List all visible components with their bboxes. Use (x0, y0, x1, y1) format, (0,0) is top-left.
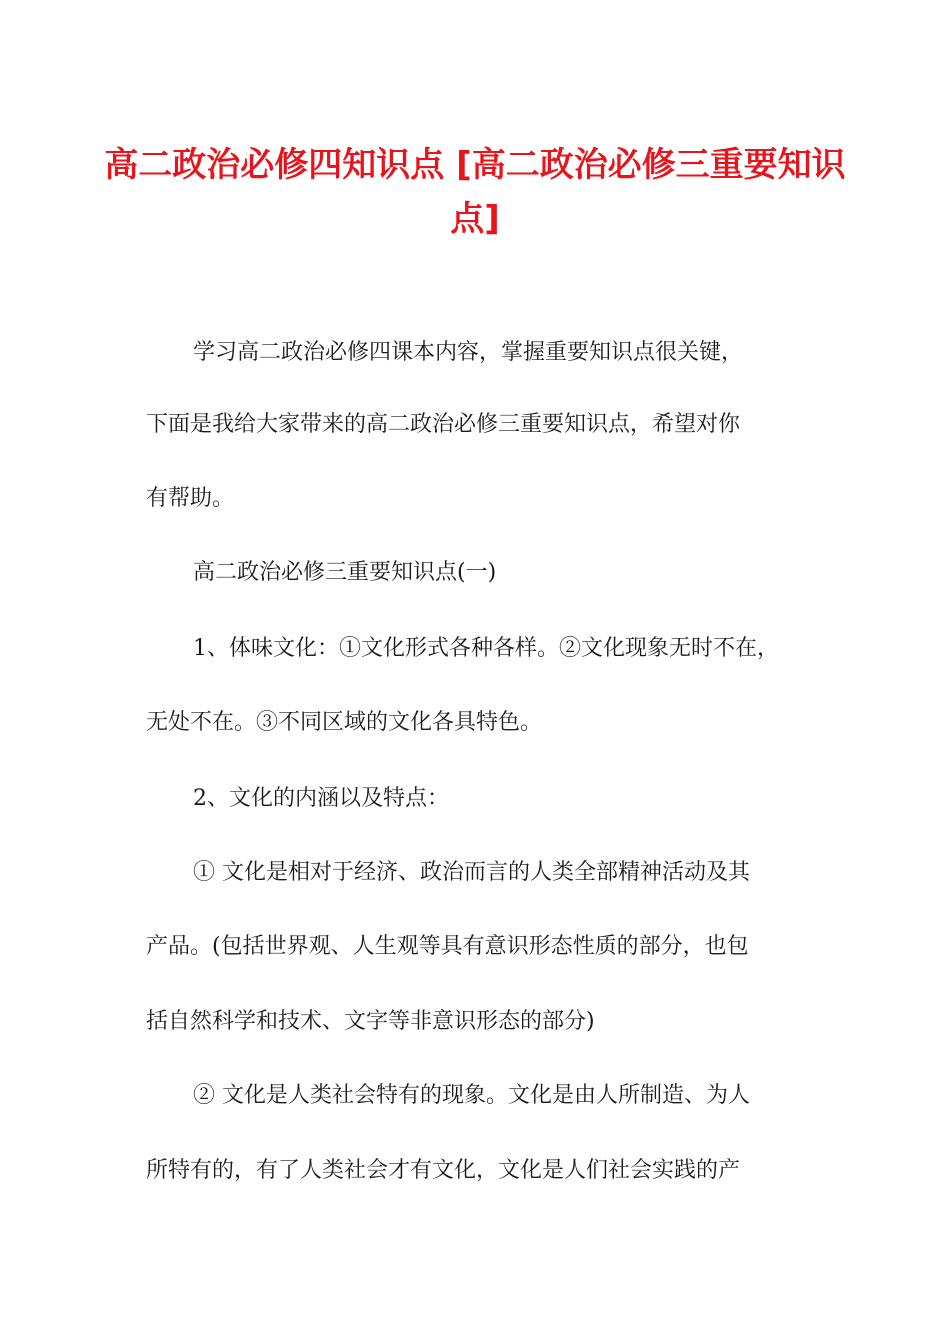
paragraph-line: 下面是我给大家带来的高二政治必修三重要知识点，希望对你 (146, 412, 741, 437)
paragraph-line: 1、体味文化：①文化形式各种各样。②文化现象无时不在， (193, 636, 779, 661)
paragraph-line: ① 文化是相对于经济、政治而言的人类全部精神活动及其 (193, 860, 750, 885)
paragraph-line: 无处不在。③不同区域的文化各具特色。 (146, 710, 543, 735)
paragraph-line: 有帮助。 (146, 486, 235, 511)
paragraph-line: 所特有的，有了人类社会才有文化，文化是人们社会实践的产 (146, 1158, 741, 1183)
paragraph-line: 产品。(包括世界观、人生观等具有意识形态性质的部分，也包 (146, 934, 749, 959)
section-heading: 高二政治必修三重要知识点(一) (193, 560, 497, 585)
paragraph-line: 括自然科学和技术、文字等非意识形态的部分) (146, 1009, 595, 1034)
paragraph-line: 学习高二政治必修四课本内容，掌握重要知识点很关键， (193, 340, 744, 365)
document-title: 高二政治必修四知识点 [高二政治必修三重要知识点] (104, 145, 846, 239)
paragraph-line: ② 文化是人类社会特有的现象。文化是由人所制造、为人 (193, 1083, 750, 1108)
paragraph-line: 2、文化的内涵以及特点： (193, 786, 449, 811)
